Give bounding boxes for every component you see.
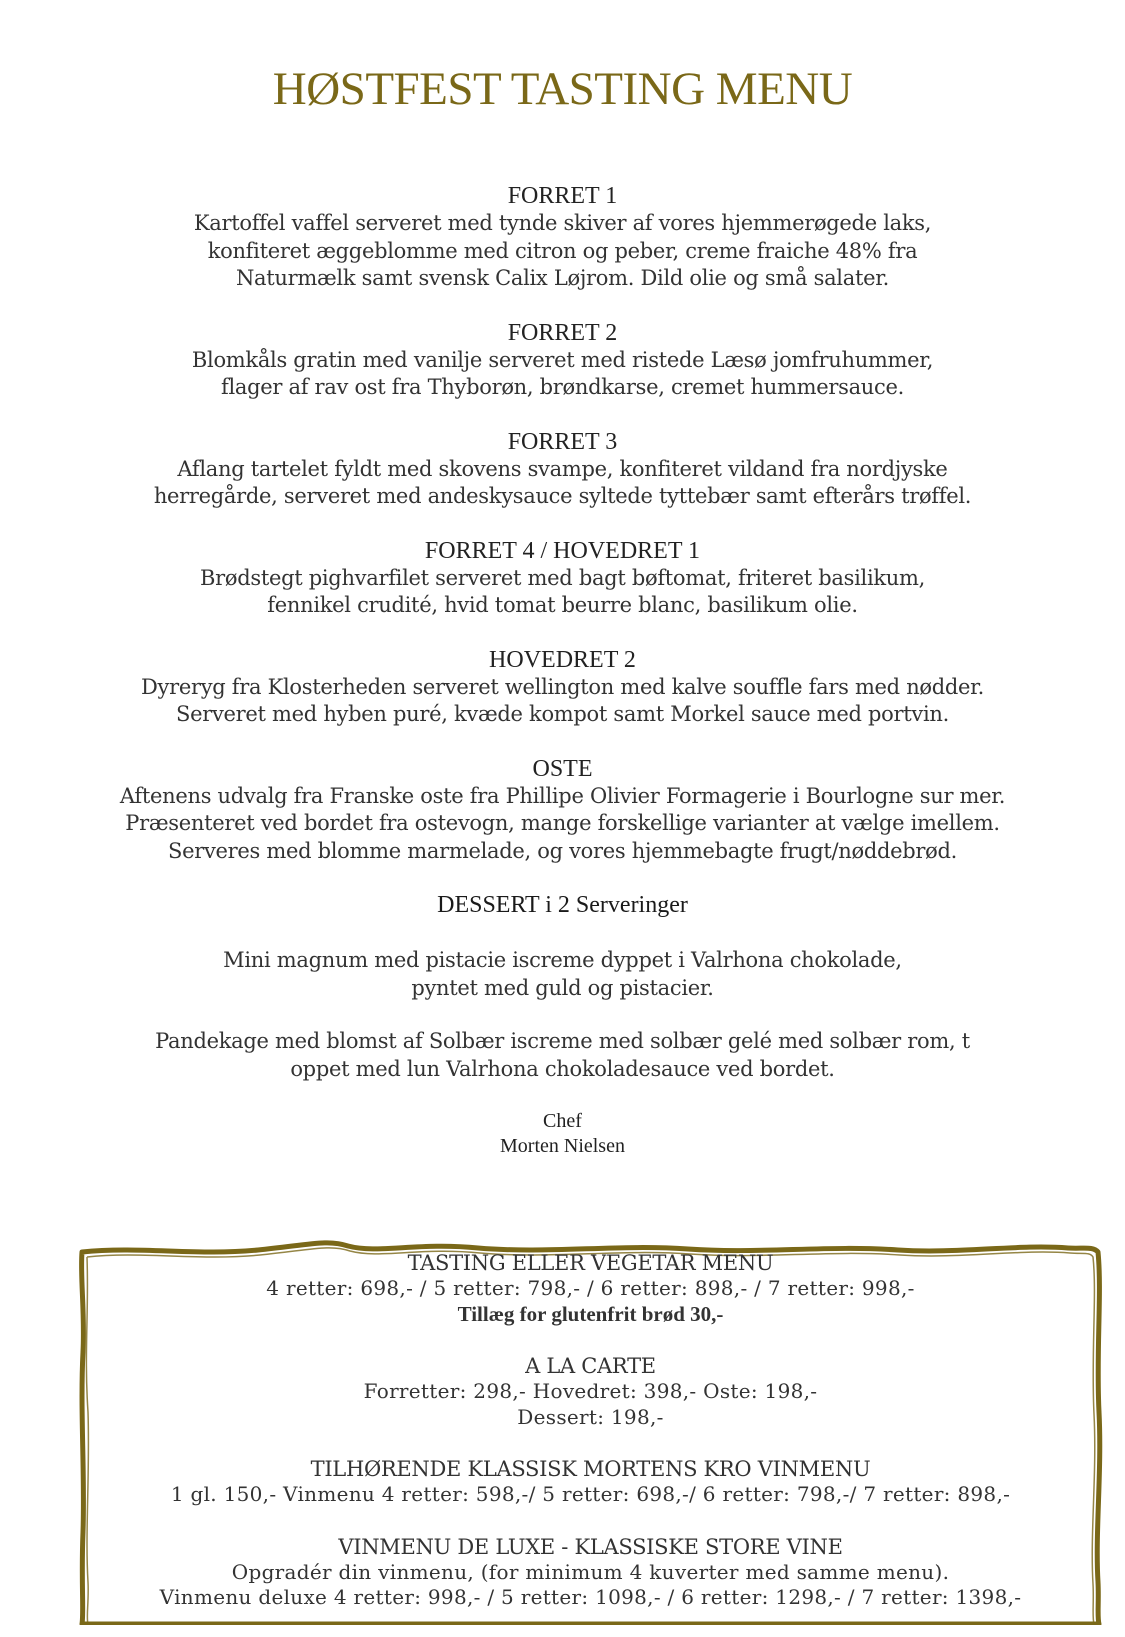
pricing-a-la-carte (78, 1353, 1103, 1430)
pricing-wine-deluxe (78, 1534, 1103, 1611)
course-title: FORRET 2 (507, 319, 618, 346)
course-title: OSTE (532, 755, 593, 782)
course-description-line: Serveres med blomme marmelade, og vores hjemmebagte frugt/nøddebrød. (168, 838, 957, 863)
course-forret-1 (0, 182, 1125, 293)
course-description-line: flager af rav ost fra Thyborøn, brøndkarse, cremet hummersauce. (221, 375, 904, 399)
pricing-tasting (78, 1250, 1103, 1327)
menu-courses (0, 182, 1125, 1159)
course-forret-4-hovedret-1 (0, 537, 1125, 620)
pricing-line: Dessert: 198,- (517, 1404, 664, 1429)
course-hovedret-2 (0, 646, 1125, 729)
course-description-line: Blomkåls gratin med vanilje serveret med ristede Læsø jomfruhummer, (191, 347, 934, 372)
course-description-line: Naturmælk samt svensk Calix Løjrom. Dild olie og små salater. (235, 266, 890, 290)
course-description-line: Serveret med hyben puré, kvæde kompot samt Morkel sauce med portvin. (176, 702, 949, 726)
chef-role: Chef (543, 1110, 582, 1132)
pricing-content (78, 1250, 1103, 1637)
pricing-line: 1 gl. 150,- Vinmenu 4 retter: 598,-/ 5 retter: 698,-/ 6 retter: 798,-/ 7 retter: 898,- (170, 1482, 1011, 1506)
pricing-box (78, 1232, 1103, 1625)
dessert-heading: DESSERT i 2 Serveringer (437, 892, 688, 918)
menu-title: HØSTFEST TASTING MENU (272, 63, 853, 115)
pricing-heading: VINMENU DE LUXE - KLASSISKE STORE VINE (338, 1534, 843, 1559)
course-description-line: Dyreryg fra Klosterheden serveret wellington med kalve souffle fars med nødder. (141, 674, 984, 699)
dessert-description-line: oppet med lun Valrhona chokoladesauce ved bordet. (290, 1056, 835, 1081)
pricing-heading: TASTING ELLER VEGETAR MENU (407, 1251, 774, 1275)
pricing-heading: A LA CARTE (525, 1354, 656, 1378)
course-description-line: fennikel crudité, hvid tomat beurre blanc, basilikum olie. (267, 593, 858, 617)
gluten-note: Tillæg for glutenfrit brød 30,- (457, 1301, 724, 1326)
pricing-line: Vinmenu deluxe 4 retter: 998,- / 5 retter: 1098,- / 6 retter: 1298,- / 7 retter: 1398,- (159, 1585, 1022, 1609)
course-description-line: Brødstegt pighvarfilet serveret med bagt bøftomat, friteret basilikum, (199, 565, 925, 590)
dessert-description-line: pyntet med guld og pistacier. (411, 975, 714, 1000)
course-title: FORRET 4 / HOVEDRET 1 (424, 537, 701, 564)
course-title: HOVEDRET 2 (489, 646, 636, 673)
dessert-section (0, 891, 1125, 1083)
dessert-item-2 (0, 1028, 1125, 1083)
course-description-line: konfiteret æggeblomme med citron og peber, creme fraiche 48% fra (207, 238, 918, 263)
dessert-item-1 (0, 947, 1125, 1002)
chef-signature (0, 1109, 1125, 1159)
chef-name: Morten Nielsen (500, 1135, 625, 1157)
dessert-description-line: Pandekage med blomst af Solbær iscreme med solbær gelé med solbær rom, t (155, 1029, 970, 1053)
course-description-line: Præsenteret ved bordet fra ostevogn, mange forskellige varianter at vælge imellem. (125, 811, 1000, 835)
pricing-line: Forretter: 298,- Hovedret: 398,- Oste: 198,- (363, 1379, 818, 1403)
pricing-heading: TILHØRENDE KLASSISK MORTENS KRO VINMENU (310, 1457, 871, 1481)
course-oste (0, 755, 1125, 866)
course-description-line: Aftenens udvalg fra Franske oste fra Phillipe Olivier Formagerie i Bourlogne sur mer. (119, 783, 1006, 808)
course-forret-3 (0, 428, 1125, 511)
course-description-line: herregårde, serveret med andeskysauce syltede tyttebær samt efterårs trøffel. (153, 484, 972, 508)
course-forret-2 (0, 319, 1125, 402)
course-description-line: Kartoffel vaffel serveret med tynde skiver af vores hjemmerøgede laks, (193, 211, 932, 235)
course-title: FORRET 3 (507, 428, 618, 455)
course-title: FORRET 1 (507, 183, 618, 209)
dessert-description-line: Mini magnum med pistacie iscreme dyppet i Valrhona chokolade, (223, 948, 902, 972)
pricing-line: Opgradér din vinmenu, (for minimum 4 kuverter med samme menu). (231, 1559, 950, 1584)
pricing-line: 4 retter: 698,- / 5 retter: 798,- / 6 retter: 898,- / 7 retter: 998,- (266, 1276, 915, 1300)
pricing-wine-classic (78, 1456, 1103, 1508)
course-description-line: Aflang tartelet fyldt med skovens svampe, konfiteret vildand fra nordjyske (177, 456, 948, 481)
